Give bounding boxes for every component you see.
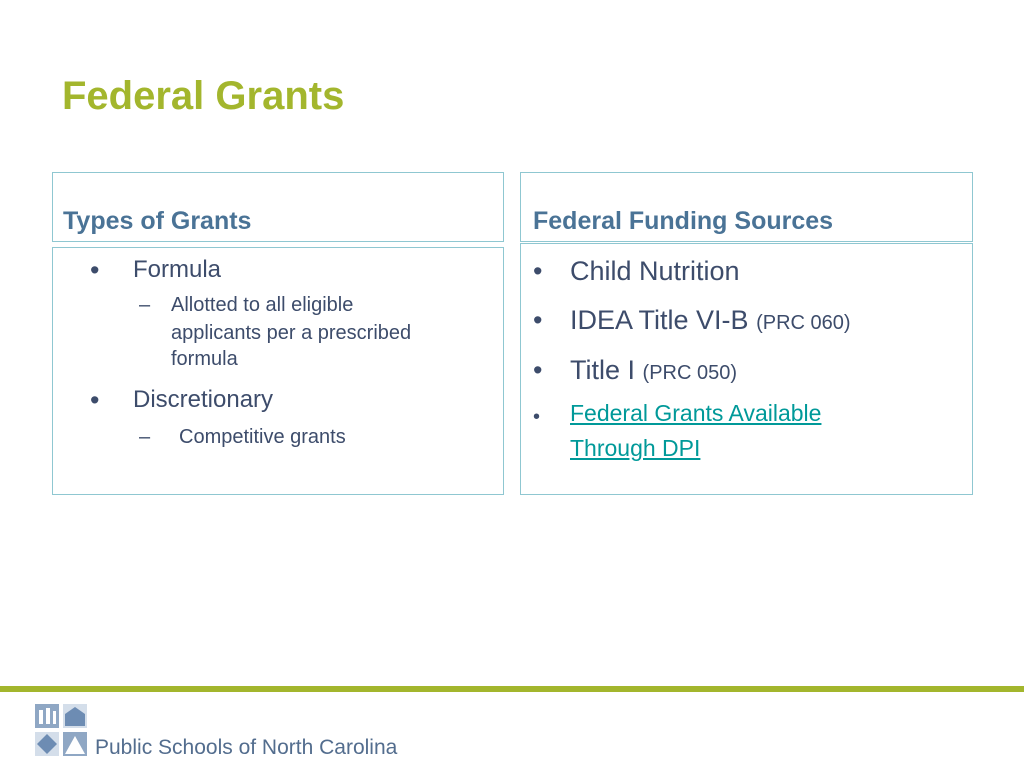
list-item-child-nutrition: Child Nutrition: [570, 256, 740, 286]
slide-title: Federal Grants: [62, 74, 345, 118]
list-item-idea: [570, 304, 851, 339]
federal-funding-sources-body: [520, 243, 973, 495]
bullet-icon: •: [533, 355, 543, 385]
dash-icon: –: [139, 294, 151, 316]
title-i-label: Title I: [570, 355, 636, 385]
bullet-icon: •: [533, 406, 541, 428]
formula-description-line-1: Allotted to all eligible: [171, 294, 354, 316]
formula-description-line-3: formula: [171, 348, 238, 370]
dash-icon: –: [139, 426, 151, 448]
idea-prc-note: (PRC 060): [756, 312, 851, 334]
bullet-icon: •: [90, 385, 100, 415]
bullet-icon: •: [90, 255, 100, 285]
footer-accent-rule: [0, 686, 1024, 692]
federal-grants-dpi-link-line-2[interactable]: Through DPI: [570, 435, 701, 461]
federal-funding-sources-heading: Federal Funding Sources: [533, 207, 834, 235]
idea-label: IDEA Title VI-B: [570, 305, 749, 335]
bullet-icon: •: [533, 305, 543, 335]
dpi-grants-link-item: [570, 396, 821, 466]
types-of-grants-heading: Types of Grants: [63, 207, 252, 235]
list-item-discretionary: Discretionary: [133, 386, 274, 413]
list-item-title-i: [570, 354, 737, 389]
federal-funding-sources-header: [520, 172, 973, 242]
types-of-grants-header: [52, 172, 504, 242]
bullet-icon: •: [533, 256, 543, 286]
formula-description-line-2: applicants per a prescribed: [171, 322, 412, 344]
federal-grants-dpi-link-line-1[interactable]: Federal Grants Available: [570, 400, 822, 426]
nc-dpi-logo-icon: [33, 702, 89, 758]
title-i-prc-note: (PRC 050): [642, 362, 738, 384]
list-item-formula: Formula: [133, 256, 222, 283]
organization-name: Public Schools of North Carolina: [95, 736, 398, 759]
types-of-grants-body: [52, 247, 504, 495]
discretionary-description: Competitive grants: [179, 426, 346, 448]
